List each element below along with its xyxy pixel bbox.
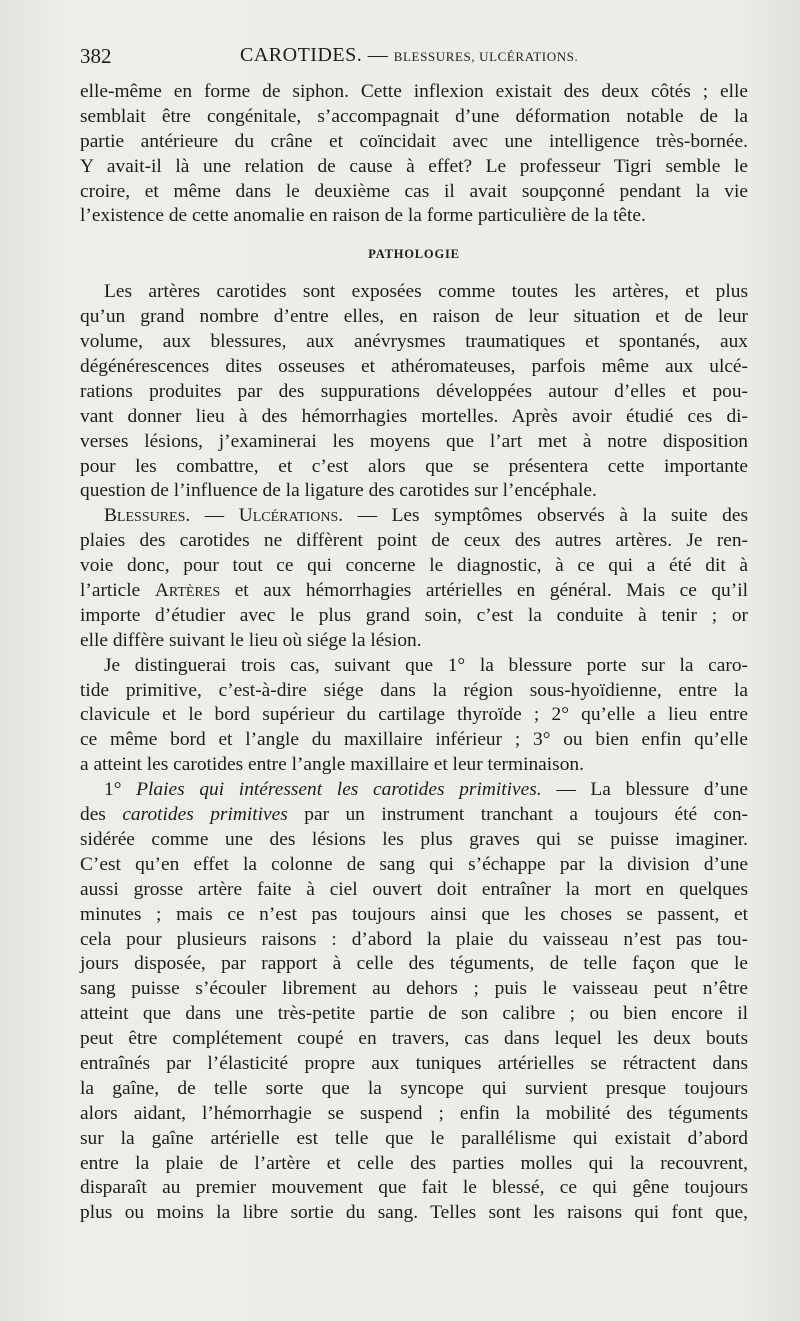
text-line: elle diffère suivant le lieu où siége la lésion. (80, 629, 422, 651)
text-line: Les artères carotides sont exposées comme toutes les artères, et plus (104, 281, 748, 303)
subsection-heading-ulcerations: Ulcérations. (238, 505, 344, 527)
subsection-heading-blessures: Blessures. (104, 505, 191, 527)
text-line: alors aidant, l’hémorrhagie se suspend ; enfin la mobilité des téguments (80, 1102, 748, 1124)
text-run: — La blessure d’une (541, 779, 748, 801)
text-line: a atteint les carotides entre l’angle maxillaire et leur terminaison. (80, 754, 584, 776)
plaies-paragraph (80, 778, 748, 1226)
text-line: l’existence de cette anomalie en raison de la forme particulière de la tête. (80, 205, 646, 227)
text-line (80, 579, 748, 604)
text-line: entre la plaie de l’artère et celle des parties molles qui la recouvrent, (80, 1152, 748, 1174)
text-line: Je distinguerai trois cas, suivant que 1° la blessure porte sur la caro- (104, 654, 748, 676)
heading-dash: — (190, 505, 239, 527)
text-line: elle-même en forme de siphon. Cette inflexion existait des deux côtés ; elle (80, 81, 748, 102)
text-line: voie donc, pour tout ce qui concerne le diagnostic, à ce qui a été dit à (80, 555, 748, 577)
text-line (80, 778, 748, 803)
text-line: aussi grosse artère faite à ciel ouvert doit entraîner la mort en quelques (80, 878, 748, 900)
text-line (80, 504, 748, 529)
text-line: clavicule et le bord supérieur du cartilage thyroïde ; 2° qu’elle a lieu entre (80, 704, 748, 726)
text-line: plus ou moins la libre sortie du sang. Telles sont les raisons qui font que, (80, 1202, 748, 1224)
text-run: l’article (80, 580, 155, 602)
pathologie-paragraph (80, 280, 748, 504)
text-line: semblait être congénitale, s’accompagnait d’une déformation notable de la (80, 105, 748, 127)
text-line: verses lésions, j’examinerai les moyens que l’art met à notre disposition (80, 430, 748, 452)
running-title-subtitle: BLESSURES, ULCÉRATIONS. (393, 49, 579, 64)
text-line: qu’un grand nombre d’entre elles, en raison de leur situation et de leur (80, 306, 748, 328)
text-line: rations produites par des suppurations développées autour d’elles et pou- (80, 380, 748, 402)
distinguerai-paragraph (80, 654, 748, 778)
text-line: plaies des carotides ne diffèrent point de ceux des autres artères. Je ren- (80, 530, 748, 552)
text-run: par un instrument tranchant a toujours été con- (287, 804, 748, 826)
text-line: vant donner lieu à des hémorrhagies mortelles. Après avoir étudié ces di- (80, 405, 748, 427)
text-line: tide primitive, c’est-à-dire siége dans la région sous-hyoïdienne, entre la (80, 679, 748, 701)
text-line: sang puisse s’écouler librement au dehors ; puis le vaisseau peut n’être (80, 978, 748, 1000)
text-run: et aux hémorrhagies artérielles en général. Mais ce qu’il (220, 580, 748, 602)
text-line: ce même bord et l’angle du maxillaire inférieur ; 3° ou bien enfin qu’elle (80, 729, 748, 751)
text-line: entraînés par l’élasticité propre aux tuniques artérielles se rétractent dans (80, 1052, 748, 1074)
text-line: atteint que dans une très-petite partie de son calibre ; ou bien encore il (80, 1003, 748, 1025)
running-title-dash: — (367, 44, 389, 66)
running-title-main: CAROTIDES. (240, 44, 363, 66)
text-line: partie antérieure du crâne et coïncidait avec une intelligence très-bornée. (80, 130, 748, 152)
running-header (80, 44, 748, 74)
text-line: peut être complétement coupé en travers, cas dans lequel les deux bouts (80, 1028, 748, 1050)
text-run: Les symptômes observés à la suite des (391, 505, 748, 527)
text-line: pour les combattre, et c’est alors que se présentera cette importante (80, 455, 748, 477)
text-line: jours disposée, par rapport à celle des téguments, de telle façon que le (80, 953, 748, 975)
running-title (240, 44, 578, 67)
text-line: sidérée comme une des lésions les plus graves qui se puisse imaginer. (80, 828, 748, 850)
text-line (80, 803, 748, 828)
text-line: Y avait-il là une relation de cause à effet? Le professeur Tigri semble le (80, 155, 748, 177)
page-number: 382 (80, 44, 112, 68)
item-number: 1° (104, 779, 137, 801)
subsection-heading-plaies: Plaies qui intéressent les carotides primitives. (136, 779, 542, 801)
text-line: volume, aux blessures, aux anévrysmes traumatiques et spontanés, aux (80, 331, 748, 353)
text-line: minutes ; mais ce n’est pas toujours ainsi que les choses se passent, et (80, 903, 748, 925)
text-line: dégénérescences dites osseuses et athéromateuses, parfois même aux ulcé- (80, 356, 748, 378)
text-line: croire, et même dans le deuxième cas il avait soupçonné pendant la vie (80, 180, 748, 202)
blessures-paragraph (80, 504, 748, 653)
text-line: question de l’influence de la ligature des carotides sur l’encéphale. (80, 480, 597, 502)
text-line: importe d’étudier avec le plus grand soin, c’est la conduite à tenir ; or (80, 604, 748, 626)
section-title: PATHOLOGIE (368, 247, 460, 262)
italic-term: carotides primitives (122, 804, 288, 826)
text-line: sur la gaîne artérielle est telle que le parallélisme qui existait d’abord (80, 1127, 748, 1149)
intro-paragraph (80, 80, 748, 229)
cross-reference-arteres: Artères (154, 580, 221, 602)
text-line: cela pour plusieurs raisons : d’abord la plaie du vaisseau n’est pas tou- (80, 928, 748, 950)
heading-dash: — (343, 505, 392, 527)
body-text (80, 80, 748, 1226)
text-run: des (80, 804, 123, 826)
text-line: la gaîne, de telle sorte que la syncope qui survient presque toujours (80, 1077, 748, 1099)
text-line: disparaît au premier mouvement que fait le blessé, ce qui gêne toujours (80, 1177, 748, 1199)
text-line: C’est qu’en effet la colonne de sang qui s’échappe par la division d’une (80, 853, 748, 875)
